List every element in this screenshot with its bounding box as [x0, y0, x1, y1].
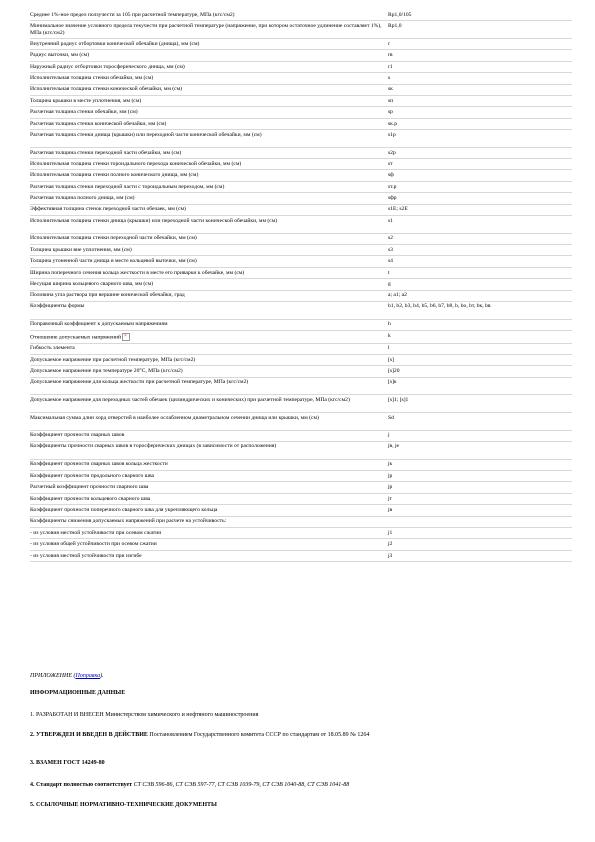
symbol-cell: [s]20 — [386, 366, 572, 377]
table-row — [30, 193, 572, 204]
info-item-5: 5. ССЫЛОЧНЫЕ НОРМАТИВНО-ТЕХНИЧЕСКИЕ ДОКУМЕНТЫ — [30, 802, 217, 808]
definition-text: Коэффициент прочности поперечного сварного шва для укрепляющего кольца — [30, 506, 218, 513]
symbol-cell: j — [386, 430, 572, 441]
table-row — [30, 118, 572, 129]
definition-text: Половина угла раствора при вершине конической обечайки, град — [30, 292, 185, 299]
definition-cell — [30, 130, 386, 148]
table-row — [30, 470, 572, 481]
definition-text: Гибкость элемента — [30, 345, 75, 352]
table-row — [30, 95, 572, 106]
definition-cell — [30, 107, 386, 118]
symbol-cell: Rp1,0 — [386, 21, 572, 39]
symbol-cell: sк — [386, 84, 572, 95]
info-item-2 — [30, 732, 570, 739]
definition-cell — [30, 377, 386, 395]
symbol-cell: j2 — [386, 539, 572, 550]
symbol-cell: s2р — [386, 147, 572, 158]
definition-text: Коэффициент прочности кольцевого сварного шва — [30, 495, 151, 502]
definition-text: Расчетная толщина стенки днища (крышки) или переходной части конической обечайки, мм (см) — [30, 131, 262, 138]
definition-text: Несущая ширина кольцевого сварного шва, мм (см) — [30, 281, 154, 287]
definition-cell — [30, 366, 386, 377]
definition-text: Допускаемое напряжение при расчетной температуре, МПа (кгс/см2) — [30, 356, 196, 363]
table-row — [30, 10, 572, 21]
definition-cell — [30, 147, 386, 158]
symbol-cell: [s]к — [386, 377, 572, 395]
symbol-cell: Sd — [386, 413, 572, 431]
symbol-cell: t — [386, 267, 572, 278]
definition-cell — [30, 505, 386, 516]
table-row — [30, 38, 572, 49]
table-row — [30, 84, 572, 95]
definition-cell — [30, 181, 386, 192]
table-row — [30, 355, 572, 366]
symbol-cell: j3 — [386, 550, 572, 561]
symbol-cell: s1р — [386, 130, 572, 148]
definition-text: Допускаемое напряжение при температуре 20°С, МПа (кгс/см2) — [30, 368, 183, 375]
definition-text: - из условия общей устойчивости при осевом сжатии — [30, 541, 157, 548]
table-row — [30, 395, 572, 413]
appendix-close: ). — [100, 673, 104, 679]
definition-cell — [30, 95, 386, 106]
table-row — [30, 366, 572, 377]
symbols-table — [30, 10, 572, 562]
table-row — [30, 181, 572, 192]
table-row — [30, 539, 572, 550]
definition-text: Коэффициент прочности продольного сварного шва — [30, 472, 155, 479]
definition-cell — [30, 441, 386, 459]
symbol-cell: s — [386, 73, 572, 84]
definition-text: Расчетная толщина стенки переходной части с тороидальным переходом, мм (см) — [30, 183, 225, 190]
info-item-3: 3. ВЗАМЕН ГОСТ 14249-80 — [30, 760, 105, 766]
symbol-cell: a; a1; a2 — [386, 290, 572, 301]
symbol-cell: s1E; s2E — [386, 204, 572, 215]
definition-cell — [30, 73, 386, 84]
symbol-cell: sк.р — [386, 118, 572, 129]
definition-text: Расчетная толщина стенки конической обечайки, мм (см) — [30, 120, 167, 127]
definition-text: Расчетный коэффициент прочности сварного шва — [30, 484, 149, 491]
definition-text: Коэффициенты формы — [30, 303, 85, 310]
table-row — [30, 107, 572, 118]
table-row — [30, 527, 572, 538]
definition-cell — [30, 233, 386, 244]
definition-text: Коэффициент прочности сварных швов кольца жесткости — [30, 461, 168, 468]
definition-text: Максимальная сумма длин хорд отверстий в наиболее ослабленном диаметральном сечении днища или крышки, мм (см) — [30, 414, 319, 421]
definition-cell — [30, 343, 386, 354]
definition-text: Поправочный коэффициент к допускаемым напряжениям — [30, 321, 168, 328]
symbol-cell: j1 — [386, 527, 572, 538]
table-row — [30, 441, 572, 459]
symbol-cell: jр — [386, 482, 572, 493]
table-row — [30, 290, 572, 301]
table-row — [30, 430, 572, 441]
info-item-1: 1. РАЗРАБОТАН И ВНЕСЕН Министерством химического и нефтяного машиностроения — [30, 712, 259, 718]
info-title: ИНФОРМАЦИОННЫЕ ДАННЫЕ — [30, 690, 126, 696]
table-row — [30, 147, 572, 158]
symbol-cell — [386, 516, 572, 527]
definition-cell — [30, 267, 386, 278]
definition-text: Расчетная толщина стенки переходной части обечайки, мм (см) — [30, 149, 182, 156]
table-row — [30, 216, 572, 234]
definition-cell — [30, 290, 386, 301]
definition-text: Толщина крышки в месте уплотнения, мм (см) — [30, 97, 142, 104]
table-row — [30, 61, 572, 72]
definition-cell — [30, 539, 386, 550]
definition-text: Внутренний радиус отбортовки конической обечайки (днища), мм (см) — [30, 40, 200, 47]
definition-cell — [30, 355, 386, 366]
definition-cell — [30, 61, 386, 72]
broken-image-icon — [122, 333, 130, 341]
symbol-cell: r1 — [386, 61, 572, 72]
table-row — [30, 343, 572, 354]
table-row — [30, 482, 572, 493]
definition-text: Исполнительная толщина стенки конической обечайки, мм (см) — [30, 86, 183, 93]
definition-text: Исполнительная толщина стенки обечайки, мм (см) — [30, 74, 154, 81]
definition-cell — [30, 459, 386, 470]
symbol-cell: Rp1,0/105 — [386, 10, 572, 21]
definition-text: Среднее 1%-ное предел ползучести за 105 при расчетной температуре, МПа (кгс/см2) — [30, 11, 235, 18]
definition-text: Коэффициенты прочности сварных швов в торосферических днищах (в зависимости от расположения) — [30, 443, 277, 450]
symbol-cell: sфр — [386, 193, 572, 204]
definition-text: Допускаемое напряжение для переходных частей обечаек (цилиндрических и конических) при расчетной температуре, МПа (кгс/см2) — [30, 396, 350, 403]
symbol-cell: k — [386, 330, 572, 343]
table-row — [30, 550, 572, 561]
definition-text: Исполнительная толщина стенки днища (крышки) или переходной части конической обечайки, мм (см) — [30, 217, 278, 224]
table-row — [30, 413, 572, 431]
amendment-link[interactable]: Поправка — [75, 673, 101, 679]
symbol-cell: h — [386, 319, 572, 330]
symbol-cell: l — [386, 343, 572, 354]
table-row — [30, 319, 572, 330]
definition-cell — [30, 395, 386, 413]
definition-text: Эффективная толщина стенок переходной части обечаек, мм (см) — [30, 206, 186, 213]
symbol-cell: s1 — [386, 216, 572, 234]
definition-text: Минимальное значение условного предела текучести при расчетной температуре (напряжение, при котором остаточное удлинение составляет 1%), МПа (кгс/см2) — [30, 22, 382, 36]
symbol-cell: r — [386, 38, 572, 49]
symbol-cell: s3 — [386, 245, 572, 256]
symbol-cell: sт.р — [386, 181, 572, 192]
definition-text: Толщина крышки вне уплотнения, мм (см) — [30, 246, 132, 253]
definition-text: Исполнительная толщина стенки полного конического днища, мм (см) — [30, 172, 199, 179]
definition-cell — [30, 159, 386, 170]
table-row — [30, 50, 572, 61]
appendix-line: ПРИЛОЖЕНИЕ (Поправка). — [30, 673, 104, 679]
table-row — [30, 73, 572, 84]
table-row — [30, 204, 572, 215]
definition-cell — [30, 330, 386, 343]
symbol-cell: jв — [386, 505, 572, 516]
definition-cell — [30, 279, 386, 290]
definition-cell — [30, 50, 386, 61]
definition-cell — [30, 204, 386, 215]
definition-cell — [30, 470, 386, 481]
table-row — [30, 301, 572, 319]
symbol-cell: jк — [386, 459, 572, 470]
symbol-cell: s2 — [386, 233, 572, 244]
table-row — [30, 159, 572, 170]
symbol-cell: s4 — [386, 256, 572, 267]
info-item-4-text: СТ СЭВ 596-86, СТ СЭВ 597-77, СТ СЭВ 1039-79, СТ СЭВ 1040-88, СТ СЭВ 1041-88 — [132, 782, 350, 788]
definition-cell — [30, 550, 386, 561]
definition-text: Исполнительная толщина стенки тороидального перехода конической обечайки, мм (см) — [30, 160, 242, 167]
definition-cell — [30, 170, 386, 181]
symbol-cell: g — [386, 279, 572, 290]
definitions-section — [30, 10, 570, 562]
table-row — [30, 170, 572, 181]
symbol-cell: sт — [386, 159, 572, 170]
table-row — [30, 493, 572, 504]
definition-cell — [30, 413, 386, 431]
info-item-2-text: Постановлением Государственного комитета СССР по стандартам от 18.05.89 № 1264 — [147, 732, 370, 738]
symbol-cell: jв, je — [386, 441, 572, 459]
definition-text: Коэффициенты снижения допускаемых напряжений при расчете на устойчивость: — [30, 518, 227, 525]
table-row — [30, 505, 572, 516]
definition-text: Отношение допускаемых напряжений — [30, 334, 121, 341]
info-item-2-lead: 2. УТВЕРЖДЕН И ВВЕДЕН В ДЕЙСТВИЕ — [30, 732, 148, 738]
symbols-table-body — [30, 10, 572, 562]
definition-cell — [30, 84, 386, 95]
symbol-cell: jт — [386, 493, 572, 504]
definition-cell — [30, 193, 386, 204]
definition-cell — [30, 216, 386, 234]
definition-text: Расчетная толщина стенки обечайки, мм (см) — [30, 109, 138, 116]
definition-cell — [30, 319, 386, 330]
definition-text: Расчетная толщина полного днища, мм (см) — [30, 195, 135, 202]
symbol-cell: [s]1; [s]1 — [386, 395, 572, 413]
symbol-cell: [s] — [386, 355, 572, 366]
definition-text: - из условия местной устойчивости при осевом сжатии — [30, 529, 162, 536]
definition-text: Коэффициент прочности сварных швов — [30, 432, 125, 439]
definition-text: Радиус выточки, мм (см) — [30, 52, 90, 59]
definition-cell — [30, 301, 386, 319]
definition-cell — [30, 430, 386, 441]
table-row — [30, 233, 572, 244]
definition-text: Допускаемое напряжение для кольца жесткости при расчетной температуре, МПа (кгс/см2) — [30, 379, 249, 386]
definition-cell — [30, 38, 386, 49]
table-row — [30, 377, 572, 395]
table-row — [30, 245, 572, 256]
symbol-cell: rв — [386, 50, 572, 61]
definition-cell — [30, 118, 386, 129]
definition-cell — [30, 482, 386, 493]
definition-cell — [30, 10, 386, 21]
table-row — [30, 130, 572, 148]
table-row — [30, 256, 572, 267]
table-row — [30, 279, 572, 290]
table-row — [30, 21, 572, 39]
symbol-cell: b1, b2, b3, b4, b5, b6, b7, b8, b, bo, bт, bк, bв — [386, 301, 572, 319]
definition-text: - из условия местной устойчивости при изгибе — [30, 552, 142, 559]
definition-cell — [30, 493, 386, 504]
definition-cell — [30, 245, 386, 256]
symbol-cell: sф — [386, 170, 572, 181]
symbol-cell: sр — [386, 107, 572, 118]
definition-text: Наружный радиус отбортовки торосферического днища, мм (см) — [30, 63, 185, 70]
definition-text: Ширина поперечного сечения кольца жесткости в месте его приварки к обечайке, мм (см) — [30, 269, 245, 276]
appendix-label: ПРИЛОЖЕНИЕ — [30, 673, 72, 679]
definition-text: Исполнительная толщина стенки переходной части обечайки, мм (см) — [30, 235, 197, 242]
table-row — [30, 267, 572, 278]
table-row — [30, 516, 572, 527]
info-item-4-lead: 4. Стандарт полностью соответствует — [30, 782, 133, 788]
table-row — [30, 459, 572, 470]
definition-cell — [30, 21, 386, 39]
symbol-cell: sп — [386, 95, 572, 106]
symbol-cell: jр — [386, 470, 572, 481]
table-row — [30, 330, 572, 343]
definition-text: Толщина утоненной части днища в месте кольцевой выточки, мм (см) — [30, 258, 197, 265]
definition-cell — [30, 516, 386, 527]
definition-cell — [30, 256, 386, 267]
definition-cell — [30, 527, 386, 538]
info-item-4 — [30, 782, 349, 789]
